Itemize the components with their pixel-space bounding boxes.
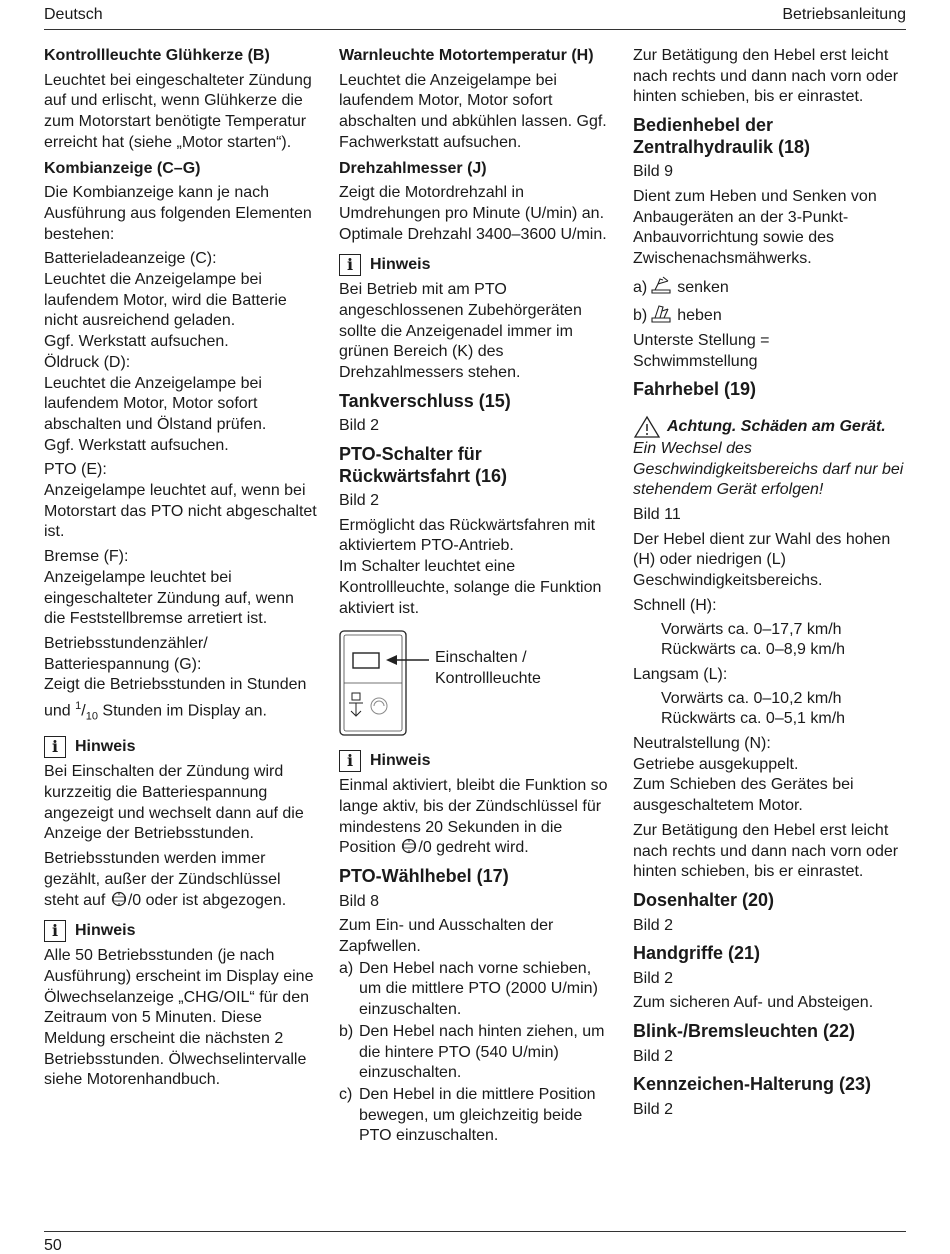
lower-lever-icon (649, 274, 673, 296)
column-left (44, 46, 318, 1091)
footer-rule (44, 1231, 906, 1232)
warning-text: Ein Wechsel des Geschwindigkeitsbereichs darf nur bei stehendem Gerät erfolgen! (633, 439, 904, 499)
heading-motortemperatur: Warnleuchte Motortemperatur (H) (339, 47, 594, 64)
bremse-block (44, 547, 318, 630)
paragraph-kombianzeige: Die Kombianzeige kann je nach Ausführung aus folgenden Elementen bestehen: (44, 184, 312, 243)
paragraph-gluehkerze: Leuchtet bei eingeschalteter Zündung auf und erlischt, wenn Glühkerze die zum Motorstart benötigte Temperatur erreicht hat (siehe „Motor starten“). (44, 71, 312, 151)
batterie-werkstatt: Ggf. Werkstatt aufsuchen. (44, 333, 229, 351)
langsam-rueckwaerts: Rückwärts ca. 0–5,1 km/h (661, 710, 846, 728)
fraction-denominator: 10 (85, 710, 98, 723)
heading-pto-schalter: PTO-Schalter für Rückwärtsfahrt (16) (339, 444, 508, 486)
note-4-paragraph: Einmal aktiviert, bleibt die Funktion so lange aktiv, bis der Zündschlüssel für mindestens 20 Sekunden in die Position /0 gedreht wird. (339, 777, 608, 857)
bedienhebel-figure-ref: Bild 9 (633, 163, 674, 181)
warning-heading (633, 415, 907, 439)
note-1-paragraph-2: Betriebsstunden werden immer gezählt, außer der Zündschlüssel steht auf /0 oder ist abgezogen. (44, 850, 287, 909)
schnell-rueckwaerts: Rückwärts ca. 0–8,9 km/h (661, 641, 846, 659)
warning-triangle-icon (633, 415, 661, 439)
list-item: c) Den Hebel in die mittlere Position bewegen, um gleichzeitig beide PTO einzuschalten. (339, 1085, 596, 1145)
note-title: Hinweis (75, 737, 136, 755)
header-doc-type: Betriebsanleitung (782, 6, 906, 23)
fahrhebel-figure-ref: Bild 11 (633, 506, 681, 524)
pto-block (44, 460, 318, 543)
heading-tankverschluss: Tankverschluss (15) (339, 390, 511, 411)
info-icon: i (44, 736, 66, 758)
schnell-label: Schnell (H): (633, 596, 717, 614)
bedienhebel-paragraph: Dient zum Heben und Senken von Anbaugeräten an der 3-Punkt-Anbauvorrichtung sowie des Zwischenachsmähwerks. (633, 187, 877, 267)
note-title: Hinweis (370, 751, 431, 769)
ignition-stop-icon (110, 891, 128, 907)
batterie-block (44, 249, 318, 353)
note-1-paragraph-1: Bei Einschalten der Zündung wird kurzzeitig die Batteriespannung angezeigt und wechselt dann auf die Anzeige der Betriebsstunden. (44, 763, 304, 843)
heading-kombianzeige: Kombianzeige (C–G) (44, 159, 201, 177)
note-title: Hinweis (370, 255, 431, 273)
langsam-label: Langsam (L): (633, 665, 728, 683)
note-3-paragraph: Bei Betrieb mit am PTO angeschlossenen Zubehörgeräten sollte die Anzeigenadel immer im grünen Bereich (K) des Drehzahlmessers stehen. (339, 281, 582, 382)
senken-row: a) senken (633, 274, 907, 299)
handgriffe-figure-ref: Bild 2 (633, 969, 674, 987)
pto-schalter-paragraph-2: Im Schalter leuchtet eine Kontrollleuchte, solange die Funktion aktiviert ist. (339, 558, 602, 617)
heading-bedienhebel: Bedienhebel der Zentralhydraulik (18) (633, 115, 811, 157)
page-header (44, 6, 906, 28)
note-heading-2 (44, 920, 318, 942)
heading-pto-waehlhebel: PTO-Wählhebel (17) (339, 866, 509, 887)
raise-lever-icon (649, 302, 673, 324)
ignition-stop-icon (400, 838, 418, 854)
heading-handgriffe: Handgriffe (21) (633, 943, 761, 964)
pto-schalter-paragraph-1: Ermöglicht das Rückwärtsfahren mit aktiviertem PTO-Antrieb. (339, 516, 596, 555)
paragraph-betaetigung-2: Zur Betätigung den Hebel erst leicht nach rechts und dann nach vorn oder hinten schieben, bis er einrastet. (633, 821, 899, 881)
info-icon: i (44, 920, 66, 942)
list-item: a) Den Hebel nach vorne schieben, um die mittlere PTO (2000 U/min) einzuschalten. (339, 959, 598, 1019)
bremse-label: Bremse (F): (44, 548, 129, 566)
schwimmstellung-block: Unterste Stellung = Schwimmstellung (633, 332, 770, 370)
note-title: Hinweis (75, 921, 136, 939)
column-right (633, 46, 907, 1121)
note-heading-3 (339, 254, 613, 276)
pto-switch-figure (339, 629, 613, 741)
fahrhebel-paragraph: Der Hebel dient zur Wahl des hohen (H) oder niedrigen (L) Geschwindigkeitsbereichs. (633, 530, 891, 590)
note-heading-1 (44, 736, 318, 758)
heben-row: b) heben (633, 302, 907, 327)
langsam-vorwaerts: Vorwärts ca. 0–10,2 km/h (661, 689, 842, 707)
schnell-vorwaerts: Vorwärts ca. 0–17,7 km/h (661, 620, 842, 638)
heading-kennzeichen: Kennzeichen-Halterung (23) (633, 1074, 872, 1095)
pto-waehlhebel-paragraph: Zum Ein- und Ausschalten der Zapfwellen. (339, 917, 554, 955)
betriebsstunden-label-1: Betriebsstundenzähler/ (44, 634, 208, 652)
paragraph-drehzahlmesser: Zeigt die Motordrehzahl in Umdrehungen pro Minute (U/min) an. Optimale Drehzahl 3400–3600 U/min. (339, 184, 607, 243)
note-heading-4 (339, 750, 613, 772)
tank-figure-ref: Bild 2 (339, 417, 380, 435)
header-rule (44, 29, 906, 30)
info-icon: i (339, 750, 361, 772)
bremse-text: Anzeigelampe leuchtet bei eingeschalteter Zündung auf, wenn die Feststellbremse arretiert ist. (44, 568, 294, 628)
pto-schalter-figure-ref: Bild 2 (339, 492, 380, 510)
betriebsstunden-block (44, 634, 318, 727)
betriebsstunden-label-2: Batteriespannung (G): (44, 655, 202, 673)
pto-switch-diagram (339, 629, 431, 737)
heading-fahrhebel: Fahrhebel (19) (633, 379, 757, 400)
heading-drehzahlmesser: Drehzahlmesser (J) (339, 159, 487, 177)
column-middle (339, 46, 613, 1147)
pto-text: Anzeigelampe leuchtet auf, wenn bei Motorstart das PTO nicht abgeschaltet ist. (44, 482, 317, 541)
batterie-text: Leuchtet die Anzeigelampe bei laufendem Motor, wird die Batterie nicht ausreichend geladen. (44, 271, 287, 330)
batterie-label: Batterieladeanzeige (C): (44, 250, 217, 268)
paragraph-betaetigung-1: Zur Betätigung den Hebel erst leicht nach rechts und dann nach vorn oder hinten schieben, bis er einrastet. (633, 47, 899, 106)
list-item: b) Den Hebel nach hinten ziehen, um die hintere PTO (540 U/min) einzuschalten. (339, 1022, 605, 1082)
page-number: 50 (44, 1237, 62, 1254)
heading-dosenhalter: Dosenhalter (20) (633, 890, 775, 910)
oeldruck-block (44, 353, 318, 457)
neutral-block: Neutralstellung (N): Getriebe ausgekuppelt. Zum Schieben des Gerätes bei ausgeschaltetem Motor. (633, 735, 854, 815)
handgriffe-paragraph: Zum sicheren Auf- und Absteigen. (633, 994, 874, 1012)
heading-blinkleuchten: Blink-/Bremsleuchten (22) (633, 1021, 856, 1042)
oeldruck-werkstatt: Ggf. Werkstatt aufsuchen. (44, 436, 229, 454)
blinkleuchten-figure-ref: Bild 2 (633, 1047, 674, 1065)
betriebsstunden-text: Zeigt die Betriebsstunden in Stunden und $^1/_{10}$ Stunden im Display an. (44, 676, 307, 723)
figure-label: Einschalten / Kontrollleuchte (435, 649, 541, 688)
note-2-paragraph: Alle 50 Betriebsstunden (je nach Ausführung) erscheint im Display eine Ölwechselanzeige „CHG/OIL“ für den Zeitraum von 5 Minuten. Diese Meldung erscheint die nächsten 2 Betriebsstunden. Ölwechselintervalle siehe Motorenhandbuch. (44, 947, 314, 1089)
header-language: Deutsch (44, 6, 103, 23)
pto-label: PTO (E): (44, 461, 107, 479)
paragraph-motortemperatur: Leuchtet die Anzeigelampe bei laufendem Motor, Motor sofort abschalten und abkühlen lassen. Ggf. Fachwerkstatt aufsuchen. (339, 71, 607, 151)
oeldruck-label: Öldruck (D): (44, 353, 131, 371)
warning-title: Achtung. Schäden am Gerät. (667, 417, 886, 435)
dosenhalter-figure-ref: Bild 2 (633, 916, 674, 934)
kennzeichen-figure-ref: Bild 2 (633, 1100, 674, 1118)
heading-gluehkerze: Kontrollleuchte Glühkerze (B) (44, 47, 270, 64)
fraction-numerator: 1 (75, 700, 82, 713)
oeldruck-text: Leuchtet die Anzeigelampe bei laufendem Motor, Motor sofort abschalten und Ölstand prüfen. (44, 374, 267, 433)
pto-waehlhebel-figure-ref: Bild 8 (339, 892, 380, 910)
info-icon: i (339, 254, 361, 276)
